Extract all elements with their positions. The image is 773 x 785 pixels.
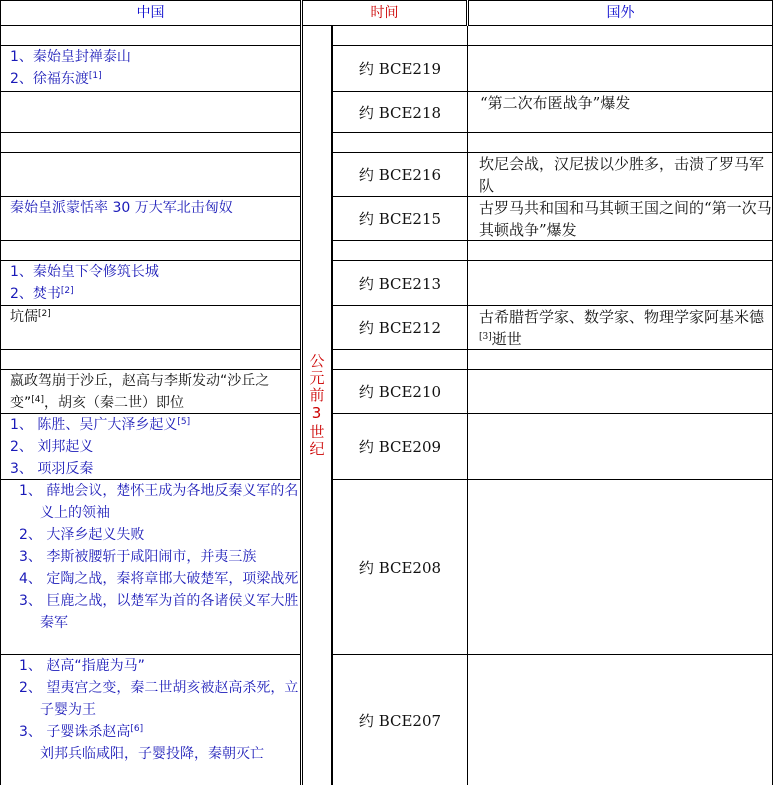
- foreign-cell-bce218: “第二次布匿战争”爆发: [468, 92, 773, 133]
- china-cell-empty-1: [0, 26, 301, 46]
- china-cell-bce210: [0, 370, 301, 414]
- footnote-ref[interactable]: [2]: [60, 286, 74, 296]
- footnote-ref[interactable]: [2]: [38, 309, 51, 319]
- time-cell-bce218: 约 BCE218: [332, 92, 468, 133]
- china-event: 1、秦始皇封禅泰山: [10, 49, 131, 65]
- century-column: [302, 26, 332, 785]
- foreign-cell-bce210: [468, 370, 773, 414]
- china-events: 嬴政驾崩于沙丘，赵高与李斯发动“沙丘之变”[4]，胡亥（秦二世）即位: [10, 373, 270, 411]
- footnote-ref[interactable]: [4]: [31, 395, 45, 405]
- foreign-cell-empty-3: [468, 241, 773, 261]
- china-event: 3、 李斯被腰斩于咸阳闹市，并夷三族: [19, 549, 257, 565]
- header-time: 时间: [302, 0, 467, 26]
- china-event: 1、秦始皇下令修筑长城: [10, 264, 159, 280]
- time-cell-bce212: 约 BCE212: [332, 306, 468, 350]
- china-event: 1、 薛地会议，楚怀王成为各地反秦义军的名义上的领袖: [19, 483, 299, 521]
- foreign-cell-empty-1: [468, 26, 773, 46]
- china-events: [1, 306, 301, 328]
- foreign-cell-bce209: [468, 414, 773, 480]
- china-events: [1, 197, 301, 219]
- china-event: 3、 子婴诛杀赵高[6]: [19, 724, 144, 740]
- china-events: [1, 480, 301, 634]
- time-cell-empty-4: [332, 350, 468, 370]
- foreign-cell-bce208: [468, 480, 773, 655]
- time-cell-bce209: 约 BCE209: [332, 414, 468, 480]
- time-cell-bce207: 约 BCE207: [332, 655, 468, 785]
- footnote-ref[interactable]: [3]: [479, 332, 492, 342]
- foreign-cell-empty-2: [468, 133, 773, 153]
- header-china: 中国: [0, 0, 301, 26]
- china-event: 4、 定陶之战，秦将章邯大破楚军，项梁战死: [19, 571, 299, 587]
- china-cell-bce215: [0, 197, 301, 241]
- time-cell-bce216: 约 BCE216: [332, 153, 468, 197]
- foreign-cell-bce215: 古罗马共和国和马其顿王国之间的“第一次马其顿战争”爆发: [468, 197, 773, 241]
- china-cell-bce208: [0, 480, 301, 655]
- china-event: 2、 大泽乡起义失败: [19, 527, 145, 543]
- china-events: [1, 414, 301, 480]
- china-event: 1、 赵高“指鹿为马”: [19, 658, 145, 674]
- china-events: [1, 46, 301, 90]
- footnote-ref[interactable]: [1]: [88, 71, 102, 81]
- column-divider: [300, 26, 301, 785]
- time-cell-bce210: 约 BCE210: [332, 370, 468, 414]
- china-events: [1, 261, 301, 305]
- foreign-cell-bce216: 坎尼会战，汉尼拔以少胜多，击溃了罗马军队: [468, 153, 773, 197]
- time-cell-bce213: 约 BCE213: [332, 261, 468, 306]
- china-event: 2、 望夷宫之变，秦二世胡亥被赵高杀死，立子婴为王: [19, 680, 299, 718]
- china-cell-bce218: [0, 92, 301, 133]
- china-events: [1, 655, 301, 765]
- time-cell-empty-3: [332, 241, 468, 261]
- foreign-cell-bce212: 古希腊哲学家、数学家、物理学家阿基米德[3]逝世: [468, 306, 773, 350]
- foreign-cell-bce219: [468, 46, 773, 92]
- china-event: 2、 刘邦起义: [10, 439, 94, 455]
- china-event: 2、徐福东渡[1]: [10, 71, 102, 87]
- footnote-ref[interactable]: [6]: [130, 724, 144, 734]
- time-cell-empty-1: [332, 26, 468, 46]
- china-event: 坑儒[2]: [10, 309, 51, 325]
- time-cell-empty-2: [332, 133, 468, 153]
- time-cell-bce215: 约 BCE215: [332, 197, 468, 241]
- china-event: 3、 项羽反秦: [10, 461, 94, 477]
- footnote-ref[interactable]: [5]: [177, 417, 191, 427]
- header-foreign: 国外: [468, 0, 773, 26]
- china-cell-bce216: [0, 153, 301, 197]
- china-event: 2、焚书[2]: [10, 286, 74, 302]
- china-cell-empty-3: [0, 241, 301, 261]
- china-cell-bce219: [0, 46, 301, 92]
- foreign-cell-bce207: [468, 655, 773, 785]
- china-cell-bce212: [0, 306, 301, 350]
- china-cell-empty-4: [0, 350, 301, 370]
- time-cell-bce219: 约 BCE219: [332, 46, 468, 92]
- foreign-cell-bce213: [468, 261, 773, 306]
- china-event: 1、 陈胜、吴广大泽乡起义[5]: [10, 417, 191, 433]
- china-event: 秦始皇派蒙恬率 30 万大军北击匈奴: [10, 200, 233, 216]
- china-cell-bce207: [0, 655, 301, 785]
- foreign-cell-empty-4: [468, 350, 773, 370]
- china-cell-empty-2: [0, 133, 301, 153]
- time-cell-bce208: 约 BCE208: [332, 480, 468, 655]
- china-event: 刘邦兵临咸阳，子婴投降，秦朝灭亡: [40, 746, 264, 762]
- china-cell-bce213: [0, 261, 301, 306]
- china-cell-bce209: [0, 414, 301, 480]
- china-event: 3、 巨鹿之战，以楚军为首的各诸侯义军大胜秦军: [19, 593, 299, 631]
- century-label: 公元前3世纪: [307, 353, 326, 458]
